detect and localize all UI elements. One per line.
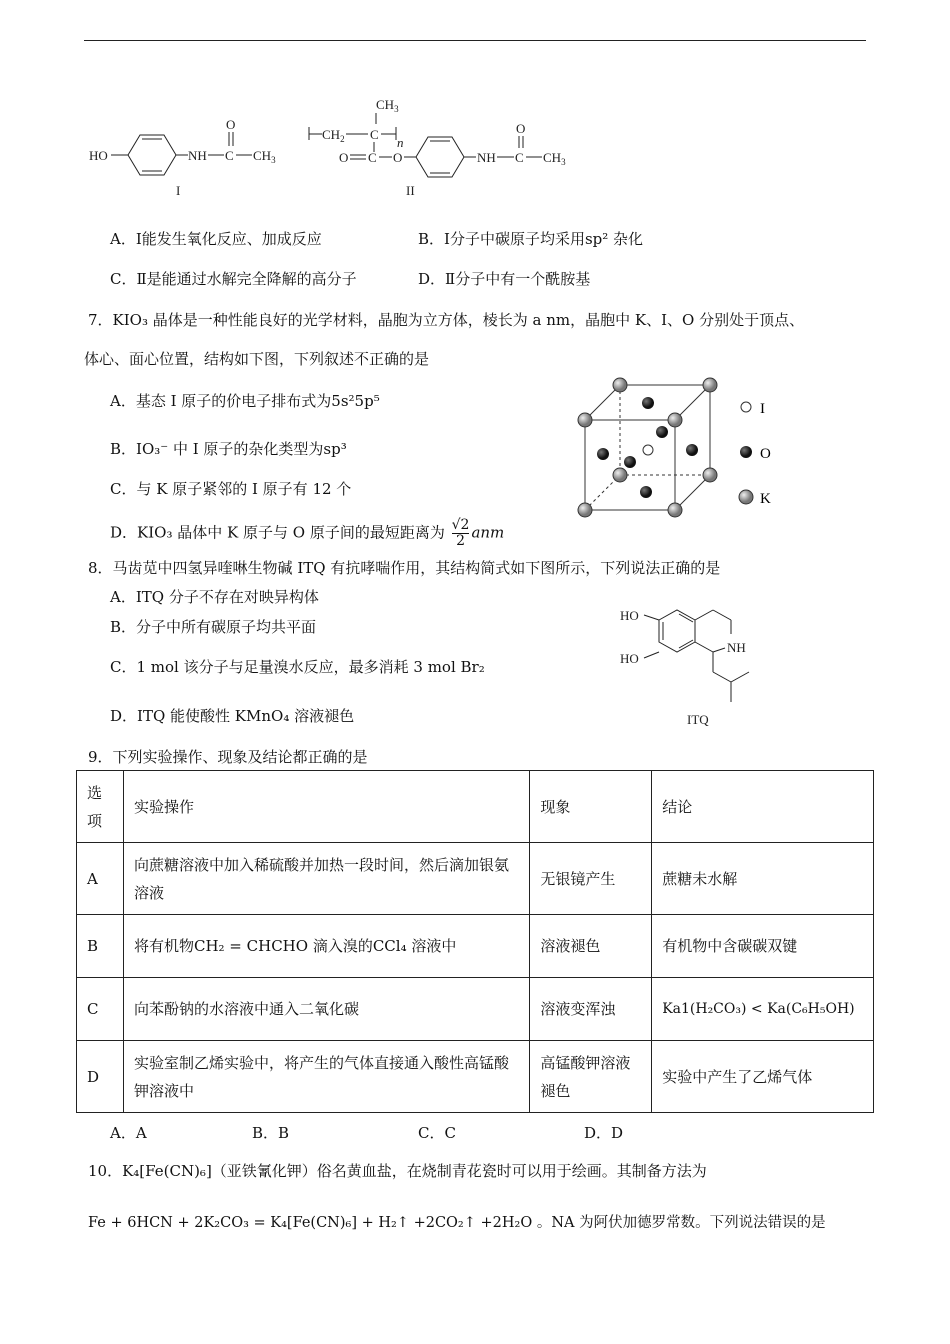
table-cell: 实验中产生了乙烯气体: [652, 1041, 874, 1113]
table-row: [77, 915, 874, 978]
header-cell: 实验操作: [123, 771, 529, 843]
s2-ch3-label: CH: [543, 150, 562, 165]
table-cell: 有机物中含碳碳双键: [652, 915, 874, 978]
q9-option-d: D．D: [584, 1124, 624, 1142]
header-cell: 结论: [652, 771, 874, 843]
svg-text:CH3: $CH_3$: [253, 148, 276, 165]
q7-option-a: A．基态 I 原子的价电子排布式为5s²5p⁵: [110, 392, 380, 410]
s2-ch3-top-label: CH: [376, 97, 395, 112]
table-cell: 向苯酚钠的水溶液中通入二氧化碳: [123, 978, 529, 1041]
q7-stem-line2: 体心、面心位置，结构如下图，下列叙述不正确的是: [84, 350, 430, 368]
s2-n-label: n: [397, 135, 404, 150]
legend-k-label: K: [760, 491, 771, 507]
svg-text:CH3: $CH_3$: [543, 150, 566, 167]
s2-ch2-label: CH: [322, 127, 341, 142]
table-cell: B: [77, 915, 124, 978]
q9-option-c: C．C: [418, 1124, 456, 1142]
q7-option-d-text: D．KIO₃ 晶体中 K 原子与 O 原子间的最短距离为: [110, 523, 445, 542]
table-cell: 向蔗糖溶液中加入稀硫酸并加热一段时间，然后滴加银氨溶液: [123, 843, 529, 915]
q9-stem: 9．下列实验操作、现象及结论都正确的是: [88, 748, 368, 766]
table-cell: 高锰酸钾溶液褪色: [530, 1041, 652, 1113]
table-row: [77, 978, 874, 1041]
q8-option-a: A．ITQ 分子不存在对映异构体: [110, 588, 319, 606]
q7-fraction-den: 2: [456, 533, 465, 549]
itq-label: ITQ: [687, 712, 709, 727]
s2-c-lower-label: C: [368, 150, 377, 165]
table-cell: 蔗糖未水解: [652, 843, 874, 915]
table-cell: 将有机物CH₂ = CHCHO 滴入溴的CCl₄ 溶液中: [123, 915, 529, 978]
s2-c-right-label: C: [515, 150, 524, 165]
s1-o-label: O: [226, 117, 236, 132]
table-header-row: [77, 771, 874, 843]
s2-label: II: [406, 183, 415, 198]
svg-text:CH3: $CH_3$: [376, 97, 399, 114]
header-rule: [84, 40, 866, 41]
q6-option-a: A．Ⅰ能发生氧化反应、加成反应: [110, 230, 322, 248]
q7-fraction-num: √2: [451, 517, 470, 533]
s1-ho-label: HO: [89, 148, 108, 163]
itq-ho1-label: HO: [620, 608, 639, 623]
table-cell: 溶液褪色: [530, 915, 652, 978]
s2-o-top-label: O: [516, 121, 526, 136]
s1-label: I: [176, 183, 181, 198]
structure-figure-q6: [84, 90, 584, 205]
q6-option-c: C．Ⅱ是能通过水解完全降解的高分子: [110, 270, 357, 288]
table-row: [77, 1041, 874, 1113]
header-cell: 选项: [77, 771, 124, 843]
q6-option-d: D．Ⅱ分子中有一个酰胺基: [418, 270, 591, 288]
table-cell: A: [77, 843, 124, 915]
s2-c-label: C: [370, 127, 379, 142]
q7-option-d-unit: anm: [471, 523, 505, 542]
experiment-table: [76, 770, 874, 1113]
q8-option-b: B．分子中所有碳原子均共平面: [110, 618, 317, 636]
legend-o-label: O: [760, 446, 771, 462]
table-cell: D: [77, 1041, 124, 1113]
table-cell: C: [77, 978, 124, 1041]
itq-structure-figure: [615, 600, 775, 730]
q9-option-a: A．A: [110, 1124, 147, 1142]
s1-nh-label: NH: [188, 148, 207, 163]
table-cell: 实验室制乙烯实验中，将产生的气体直接通入酸性高锰酸钾溶液中: [123, 1041, 529, 1113]
q7-option-d: [110, 518, 504, 549]
table-cell: Ka1(H₂CO₃) < Ka(C₆H₅OH): [652, 978, 874, 1041]
table-cell: 无银镜产生: [530, 843, 652, 915]
header-cell: 现象: [530, 771, 652, 843]
itq-nh-label: NH: [727, 640, 746, 655]
s2-nh-label: NH: [477, 150, 496, 165]
q7-option-b: B．IO₃⁻ 中 I 原子的杂化类型为sp³: [110, 440, 347, 458]
q6-option-b: B．Ⅰ分子中碳原子均采用sp² 杂化: [418, 230, 644, 248]
q8-option-d: D．ITQ 能使酸性 KMnO₄ 溶液褪色: [110, 707, 355, 725]
s1-c-label: C: [225, 148, 234, 163]
q9-option-b: B．B: [252, 1124, 290, 1142]
table-row: [77, 843, 874, 915]
q10-stem-line1: 10．K₄[Fe(CN)₆]（亚铁氰化钾）俗名黄血盐，在烧制青花瓷时可以用于绘画。其制备方法为: [88, 1162, 707, 1180]
itq-ho2-label: HO: [620, 651, 639, 666]
q8-option-c: C．1 mol 该分子与足量溴水反应，最多消耗 3 mol Br₂: [110, 658, 485, 676]
crystal-cell-figure: [570, 370, 790, 520]
q7-option-c: C．与 K 原子紧邻的 I 原子有 12 个: [110, 480, 352, 498]
legend-i-label: I: [760, 401, 765, 417]
q10-stem-line2: Fe + 6HCN + 2K₂CO₃ = K₄[Fe(CN)₆] + H₂↑ +2CO₂↑ +2H₂O 。NA 为阿伏加德罗常数。下列说法错误的是: [88, 1215, 826, 1231]
q8-stem: 8．马齿苋中四氢异喹啉生物碱 ITQ 有抗哮喘作用，其结构简式如下图所示，下列说法正确的是: [88, 559, 721, 577]
s2-o-eq-label: O: [339, 150, 349, 165]
s2-o-link-label: O: [393, 150, 403, 165]
q7-stem-line1: 7．KIO₃ 晶体是一种性能良好的光学材料，晶胞为立方体，棱长为 a nm，晶胞中 K、I、O 分别处于顶点、: [88, 311, 805, 329]
s1-ch3-label: CH: [253, 148, 272, 163]
table-cell: 溶液变浑浊: [530, 978, 652, 1041]
svg-text:CH2: $CH_2$: [322, 127, 345, 144]
